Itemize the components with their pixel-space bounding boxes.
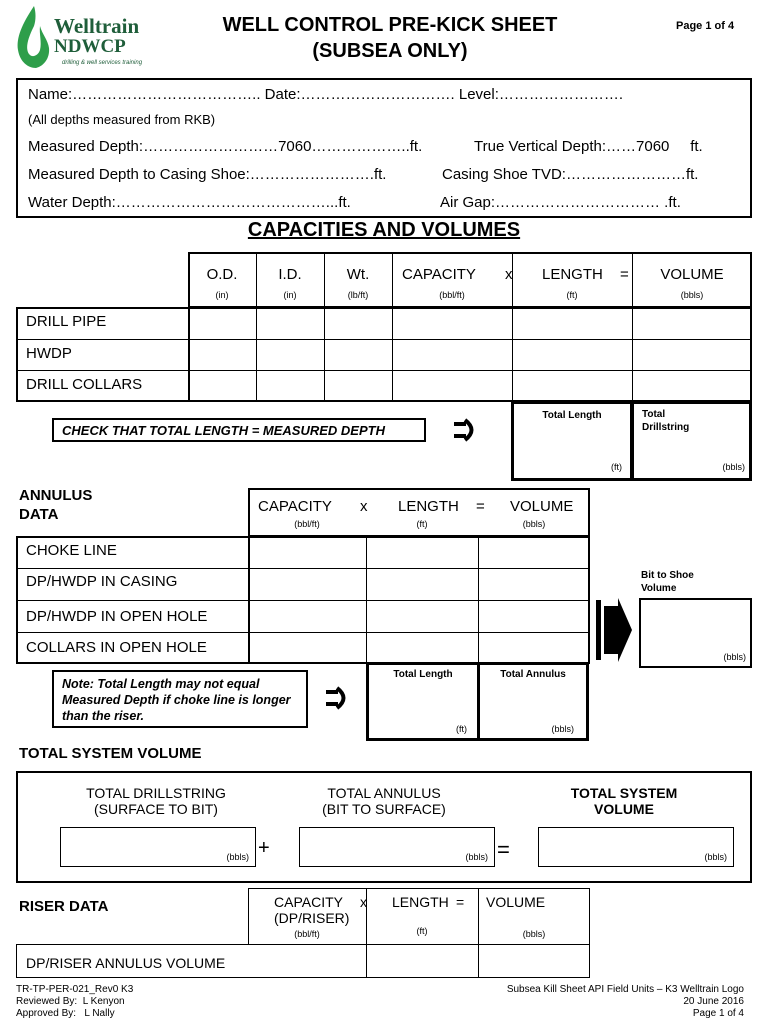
info-box: [16, 78, 752, 218]
riser-col-volume: VOLUME: [486, 894, 546, 910]
check-total-length-text: CHECK THAT TOTAL LENGTH = MEASURED DEPTH: [62, 423, 385, 438]
ann-col-capacity-unit: (bbl/ft): [294, 519, 320, 529]
row-drill-pipe: DRILL PIPE: [26, 313, 107, 330]
footer-right3: Page 1 of 4: [692, 1008, 744, 1019]
footer-right2: 20 June 2016: [683, 996, 744, 1007]
annulus-total-length-label: Total Length: [393, 669, 453, 680]
footer-right1: Subsea Kill Sheet API Field Units – K3 Welltrain Logo: [506, 984, 744, 995]
total-annulus-box[interactable]: [477, 662, 589, 741]
check-total-length-box: [52, 418, 426, 442]
col-times: x: [505, 266, 513, 283]
annulus-note-box: [52, 670, 308, 728]
header-page-number: Page 1 of 4: [676, 20, 735, 32]
total-drillstring-unit: (bbls): [722, 462, 745, 472]
welltrain-logo: [14, 4, 184, 70]
row-hwdp: HWDP: [26, 345, 72, 362]
col-volume-unit: (bbls): [680, 290, 704, 300]
ann-col-capacity: CAPACITY: [258, 498, 332, 515]
riser-col-equals: =: [456, 894, 465, 910]
system-annulus-unit: (bbls): [465, 852, 488, 862]
capacities-volumes-title: CAPACITIES AND VOLUMES: [247, 219, 521, 241]
water-depth-field[interactable]: Water Depth:……………………………………...ft.: [28, 194, 351, 211]
casing-shoe-tvd-field[interactable]: Casing Shoe TVD:……………………ft.: [442, 166, 699, 183]
col-od: O.D.: [206, 266, 238, 283]
riser-col-capacity2: (DP/RISER): [274, 910, 350, 926]
arrow-right-icon: [452, 416, 480, 444]
ann-col-length: LENGTH: [398, 498, 459, 515]
riser-col-capacity: CAPACITY: [274, 894, 343, 910]
col-length: LENGTH: [542, 266, 603, 283]
system-total-input[interactable]: [538, 827, 734, 867]
arrow-right-icon-2: [324, 684, 352, 712]
logo-line1: Welltrain: [54, 14, 140, 38]
ann-col-length-unit: (ft): [416, 519, 428, 529]
annulus-table: [16, 488, 590, 664]
total-drillstring-label: Total Drillstring: [642, 409, 690, 433]
sheet-title-line1: WELL CONTROL PRE-KICK SHEET: [222, 14, 558, 36]
col-wt: Wt.: [346, 266, 370, 283]
annulus-total-length-box[interactable]: [366, 662, 480, 741]
total-length-unit: (ft): [611, 462, 622, 472]
riser-col-capacity-unit: (bbl/ft): [294, 929, 320, 939]
total-system-volume-label: TOTAL SYSTEM VOLUME: [19, 745, 202, 762]
rkb-note: (All depths measured from RKB): [28, 112, 216, 127]
system-drillstring-input[interactable]: [60, 827, 256, 867]
riser-table: [16, 888, 590, 978]
md-casing-shoe-field[interactable]: Measured Depth to Casing Shoe:…………………….ft.: [28, 166, 387, 183]
annulus-label: ANNULUS DATA: [19, 487, 93, 523]
total-system-box: [16, 771, 752, 883]
row-choke-line: CHOKE LINE: [26, 542, 117, 559]
total-drillstring-l2: (SURFACE TO BIT): [94, 801, 218, 817]
row-drill-collars: DRILL COLLARS: [26, 376, 143, 393]
riser-col-times: x: [360, 894, 367, 910]
total-length-box[interactable]: [511, 401, 633, 481]
true-vertical-depth-field[interactable]: True Vertical Depth:……7060 ft.: [474, 138, 703, 155]
ann-col-volume-unit: (bbls): [522, 519, 546, 529]
col-od-unit: (in): [215, 290, 229, 300]
annulus-note-text: Note: Total Length may not equal Measured Depth if choke line is longer than the riser.: [62, 677, 291, 723]
ann-col-times: x: [360, 498, 368, 515]
col-capacity-unit: (bbl/ft): [439, 290, 465, 300]
col-wt-unit: (lb/ft): [347, 290, 369, 300]
footer-reviewed: Reviewed By: L Kenyon: [16, 996, 125, 1007]
logo-line2: NDWCP: [54, 36, 126, 57]
col-id: I.D.: [278, 266, 302, 283]
system-annulus-input[interactable]: [299, 827, 495, 867]
col-capacity: CAPACITY: [402, 266, 476, 283]
row-dp-hwdp-casing: DP/HWDP IN CASING: [26, 573, 178, 590]
logo-tagline: drilling & well services training: [62, 60, 143, 66]
total-system-l1: TOTAL SYSTEM: [570, 785, 678, 801]
air-gap-field[interactable]: Air Gap:…………………………… .ft.: [440, 194, 681, 211]
total-length-label: Total Length: [542, 410, 602, 421]
ann-col-volume: VOLUME: [510, 498, 574, 515]
col-equals: =: [620, 266, 629, 283]
total-annulus-unit: (bbls): [551, 724, 574, 734]
total-annulus-l1: TOTAL ANNULUS: [327, 785, 441, 801]
big-arrow-icon: [596, 598, 632, 662]
total-annulus-l2: (BIT TO SURFACE): [322, 801, 446, 817]
total-annulus-label: Total Annulus: [500, 669, 566, 680]
footer-doc-id: TR-TP-PER-021_Rev0 K3: [16, 984, 134, 995]
riser-col-length-unit: (ft): [416, 926, 428, 936]
riser-col-length: LENGTH: [392, 894, 449, 910]
row-dp-hwdp-open-hole: DP/HWDP IN OPEN HOLE: [26, 608, 208, 625]
riser-data-label: RISER DATA: [19, 898, 109, 915]
col-length-unit: (ft): [566, 290, 578, 300]
measured-depth-field[interactable]: Measured Depth:………………………7060………………..ft.: [28, 138, 423, 155]
bit-to-shoe-unit: (bbls): [723, 652, 746, 662]
system-drillstring-unit: (bbls): [226, 852, 249, 862]
plus-sign: +: [258, 837, 270, 859]
system-total-unit: (bbls): [704, 852, 727, 862]
row-collars-open-hole: COLLARS IN OPEN HOLE: [26, 639, 207, 656]
total-drillstring-box[interactable]: [631, 401, 752, 481]
col-volume: VOLUME: [660, 266, 724, 283]
equals-sign: =: [497, 837, 510, 862]
name-date-level-line[interactable]: Name:……………………………….. Date:…………………………. Level:…………………….: [28, 86, 624, 103]
riser-col-volume-unit: (bbls): [522, 929, 546, 939]
total-system-l2: VOLUME: [594, 801, 654, 817]
sheet-title-line2: (SUBSEA ONLY): [312, 40, 468, 62]
ann-col-equals: =: [476, 498, 485, 515]
bit-to-shoe-box[interactable]: [639, 598, 752, 668]
bit-to-shoe-label: Bit to Shoe Volume: [641, 570, 694, 594]
footer-approved: Approved By: L Nally: [16, 1008, 115, 1019]
row-dp-riser-annulus: DP/RISER ANNULUS VOLUME: [26, 955, 226, 971]
annulus-total-length-unit: (ft): [456, 724, 467, 734]
drill-string-table: [16, 252, 752, 402]
flame-icon: [14, 4, 54, 70]
col-id-unit: (in): [283, 290, 297, 300]
total-drillstring-l1: TOTAL DRILLSTRING: [86, 785, 226, 801]
